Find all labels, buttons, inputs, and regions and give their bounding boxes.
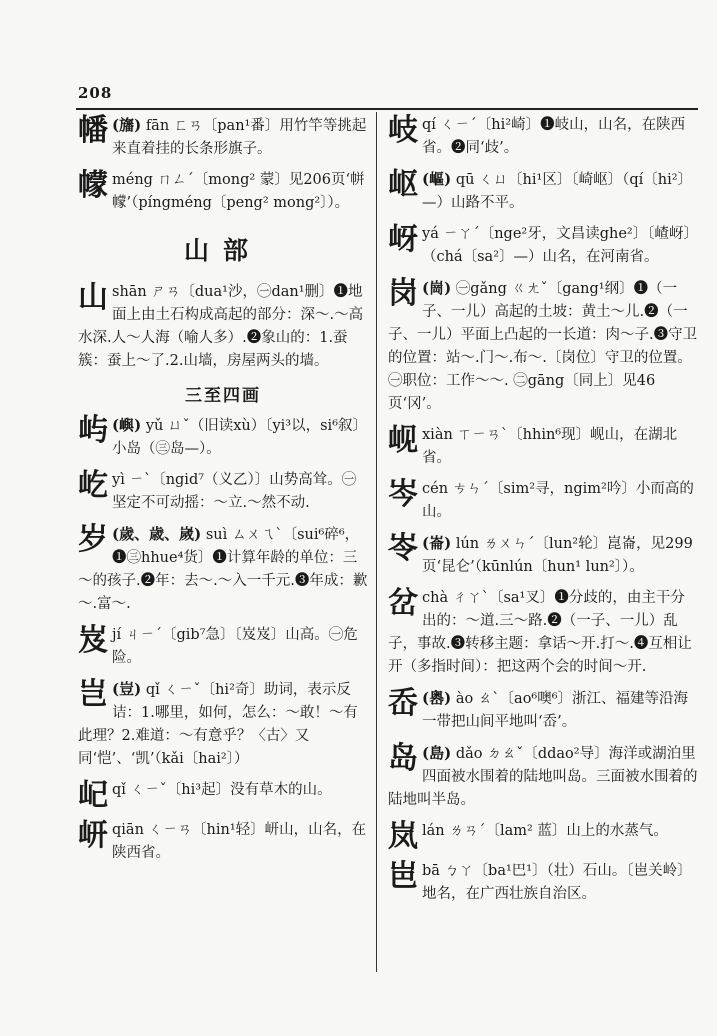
dict-entry: [388, 424, 698, 470]
dict-entry: [388, 532, 698, 579]
definition: qí ㄑㄧˊ〔hi²崎〕❶岐山，山名，在陕西省。❷同‘歧’。: [422, 117, 686, 156]
dict-entry: [78, 169, 368, 215]
left-column: [78, 114, 368, 873]
traditional-form: (嶇): [422, 170, 452, 188]
headword: 岈: [388, 222, 418, 257]
dict-entry: [78, 281, 368, 373]
dict-entry: [388, 820, 698, 852]
dict-entry: [78, 779, 368, 811]
headword: 岂: [78, 677, 108, 712]
headword: 岙: [388, 686, 418, 721]
traditional-form: (嶴): [422, 689, 452, 707]
dict-entry: [78, 114, 368, 161]
definition: jí ㄐㄧˊ〔gib⁷急〕〔岌岌〕山高。㊀危险。: [112, 627, 358, 666]
headword: 岁: [78, 522, 108, 557]
headword: 屺: [78, 778, 108, 813]
definition: shān ㄕㄢ〔dua¹沙，㊀dan¹删〕❶地面上由土石构成高起的部分：深～.～高水深.人～人海（喻人多）.❷象山的：1.蚕簇：蚕上～了.2.山墙，房屋两头的墙。: [78, 284, 364, 369]
headword: 岛: [388, 741, 418, 776]
dict-entry: [388, 223, 698, 269]
traditional-form: (歲、歳、嵗): [112, 525, 202, 543]
headword: 岐: [388, 113, 418, 148]
headword: 岚: [388, 819, 418, 854]
dict-entry: [388, 687, 698, 734]
definition: xiàn ㄒㄧㄢˋ〔hhin⁶现〕岘山，在湖北省。: [422, 427, 678, 466]
definition: qǐ ㄑㄧˇ〔hi²奇〕助词，表示反诘：1.哪里，如何，怎么：～敢！～有此理？2.难道：～有意乎？〈古〉又同‘恺’、‘凯’（kǎi〔hai²〕）: [78, 682, 358, 767]
definition: yì ㄧˋ〔ngid⁷（义乙）〕山势高耸。㊀坚定不可动摇：～立.～然不动.: [112, 472, 357, 511]
definition: qiān ㄑㄧㄢ〔hin¹轻〕岍山，山名，在陕西省。: [112, 822, 367, 861]
dict-entry: [388, 860, 698, 906]
definition: suì ㄙㄨㄟˋ〔sui⁶碎⁶，❶㊂hhue⁴货〕❶计算年龄的单位：三～的孩子.❷年：去～.～入一千元.❸年成：歉～.富～.: [78, 527, 368, 612]
traditional-form: (島): [422, 744, 452, 762]
dict-entry: [388, 478, 698, 524]
dict-entry: [388, 587, 698, 679]
headword: 岍: [78, 818, 108, 853]
headword: 岺: [388, 531, 418, 566]
headword: 屿: [78, 413, 108, 448]
dict-entry: [388, 277, 698, 416]
definition: chà ㄔㄚˋ〔sa¹叉〕❶分歧的，由主干分出的：～道.三～路.❷（一子、一儿）乱子，事故.❸转移主题：拿话～开.打～.❹互相让开（多指时间）：把这两个会的时间～开.: [388, 590, 692, 675]
headword: 岔: [388, 586, 418, 621]
right-column: [388, 114, 698, 914]
dict-entry: [388, 742, 698, 812]
definition: méng ㄇㄥˊ〔mong² 蒙〕见206页‘帡幪’（píngméng〔peng² mong²〕）。: [112, 172, 365, 211]
headword: 岗: [388, 276, 418, 311]
dict-entry: [78, 678, 368, 771]
definition: qǐ ㄑㄧˇ〔hi³起〕没有草木的山。: [112, 782, 332, 798]
headword: 岖: [388, 167, 418, 202]
headword: 屹: [78, 468, 108, 503]
definition: ㊀gǎng ㄍㄤˇ〔gang¹纲〕❶（一子、一儿）高起的土坡：黄土～儿.❷（一子、一儿）平面上凸起的一长道：肉～子.❸守卫的位置：站～.门～.布～.〔岗位〕守卫的位置。㊀职位：工作～～. ㊁gāng〔同上〕见46页‘冈’。: [388, 281, 698, 412]
column-divider: [376, 112, 377, 972]
traditional-form: (崗): [422, 279, 452, 297]
definition: yǔ ㄩˇ（旧读xù）〔yi³以，si⁶叙〕小岛（㊂岛—）。: [112, 418, 368, 457]
headword: 岜: [388, 859, 418, 894]
definition: ào ㄠˋ〔ao⁶噢⁶〕浙江、福建等沿海一带把山间平地叫‘岙’。: [422, 691, 689, 730]
page-number: 208: [78, 84, 113, 102]
dict-entry: [78, 523, 368, 616]
definition: cén ㄘㄣˊ〔sim²寻，ngim²吟〕小而高的山。: [422, 481, 694, 520]
definition: lán ㄌㄢˊ〔lam² 蓝〕山上的水蒸气。: [422, 823, 668, 839]
dict-entry: [78, 819, 368, 865]
dict-entry: [388, 168, 698, 215]
definition: qū ㄑㄩ〔hi¹区〕〔崎岖〕（qí〔hi²〕—）山路不平。: [422, 172, 693, 211]
subsection-title: 三至四画: [185, 386, 261, 406]
traditional-form: (崙): [422, 534, 452, 552]
headword: 岑: [388, 477, 418, 512]
definition: dǎo ㄉㄠˇ〔ddao²导〕海洋或湖泊里四面被水围着的陆地叫岛。三面被水围着的陆地叫半岛。: [388, 746, 698, 808]
traditional-form: (豈): [112, 680, 142, 698]
definition: bā ㄅㄚ〔ba¹巴¹〕（壮）石山。〔岜关岭〕地名，在广西壮族自治区。: [422, 863, 692, 902]
headword: 幪: [78, 168, 108, 203]
traditional-form: (旛): [112, 116, 142, 134]
header-rule: [76, 108, 698, 110]
section-title: 山部: [183, 236, 262, 265]
headword: 山: [78, 280, 108, 315]
definition: yá ㄧㄚˊ〔nge²牙，文昌读ghe²〕〔嵖岈〕（chá〔sa²〕—）山名，在河南省。: [422, 226, 698, 265]
definition: fān ㄈㄢ〔pan¹番〕用竹竿等挑起来直着挂的长条形旗子。: [112, 118, 367, 157]
dict-entry: [78, 469, 368, 515]
definition: lún ㄌㄨㄣˊ〔lun²轮〕崑崙，见299页‘昆仑’（kūnlún〔hun¹ lun²〕）。: [422, 536, 693, 575]
dict-entry: [388, 114, 698, 160]
dict-entry: [78, 624, 368, 670]
headword: 岌: [78, 623, 108, 658]
traditional-form: (嶼): [112, 416, 142, 434]
dict-entry: [78, 414, 368, 461]
headword: 幡: [78, 113, 108, 148]
headword: 岘: [388, 423, 418, 458]
